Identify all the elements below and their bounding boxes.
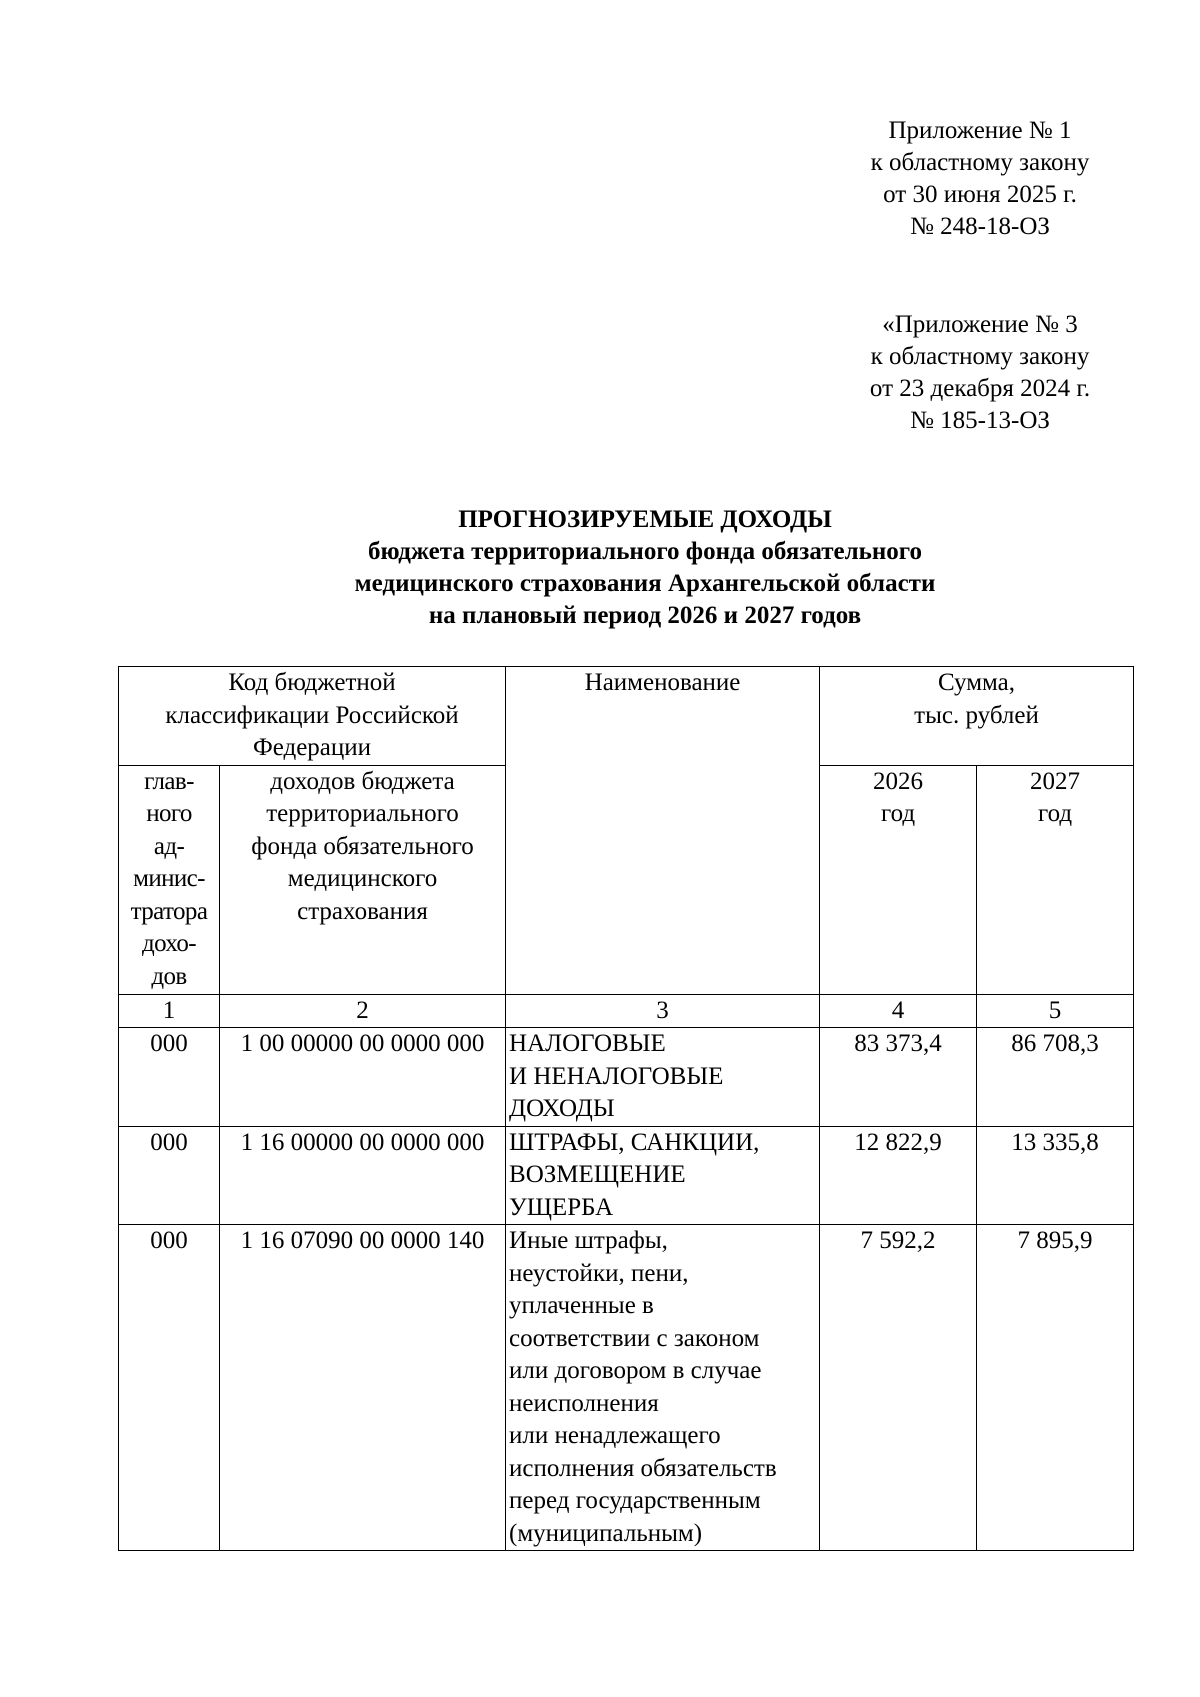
column-number: 3 <box>506 994 820 1028</box>
appendix-1-line: Приложение № 1 <box>888 117 1072 144</box>
row-sum-2026: 83 373,4 <box>820 1028 977 1127</box>
title-line-2: бюджета территориального фонда обязательного <box>368 538 922 565</box>
appendix-3-header <box>830 309 1130 437</box>
header-year-2026: 2026 год <box>820 765 977 994</box>
document-title <box>0 504 1200 632</box>
row-admin-code: 000 <box>119 1028 220 1127</box>
column-numbers-row <box>119 994 1134 1028</box>
header-year-2027: 2027 год <box>977 765 1134 994</box>
row-sum-2027: 13 335,8 <box>977 1126 1134 1225</box>
column-number: 5 <box>977 994 1134 1028</box>
header-name: Наименование <box>506 667 820 995</box>
row-sum-2026: 7 592,2 <box>820 1225 977 1551</box>
row-sum-2027: 7 895,9 <box>977 1225 1134 1551</box>
row-sum-2026: 12 822,9 <box>820 1126 977 1225</box>
appendix-1-line: к областному закону <box>870 149 1090 176</box>
table-row <box>119 1028 1134 1127</box>
header-income-code: доходов бюджета территориального фонда обязательного медицинского страхования <box>220 765 506 994</box>
appendix-3-line: от 23 декабря 2024 г. <box>869 375 1091 402</box>
row-name: ШТРАФЫ, САНКЦИИ, ВОЗМЕЩЕНИЕ УЩЕРБА <box>506 1126 820 1225</box>
title-line-4: на плановый период 2026 и 2027 годов <box>428 602 862 629</box>
row-sum-2027: 86 708,3 <box>977 1028 1134 1127</box>
appendix-3-line: № 185-13-ОЗ <box>910 407 1050 434</box>
title-line-3: медицинского страхования Архангельской области <box>354 570 936 597</box>
appendix-3-line: к областному закону <box>870 343 1090 370</box>
appendix-3-line: «Приложение № 3 <box>882 311 1078 338</box>
appendix-1-header <box>830 115 1130 243</box>
budget-income-table <box>118 666 1134 1551</box>
header-admin-code: глав- ного ад- минис- тратора дохо- дов <box>119 765 220 994</box>
header-sum-group: Сумма, тыс. рублей <box>820 667 1134 766</box>
column-number: 4 <box>820 994 977 1028</box>
row-admin-code: 000 <box>119 1126 220 1225</box>
column-number: 2 <box>220 994 506 1028</box>
row-income-code: 1 00 00000 00 0000 000 <box>220 1028 506 1127</box>
table-row <box>119 1225 1134 1551</box>
title-line-1: ПРОГНОЗИРУЕМЫЕ ДОХОДЫ <box>458 506 832 533</box>
row-income-code: 1 16 00000 00 0000 000 <box>220 1126 506 1225</box>
row-admin-code: 000 <box>119 1225 220 1551</box>
row-name: Иные штрафы, неустойки, пени, уплаченные в соответствии с законом или договором в случае неисполнения или ненадлежащего исполнения обязательств перед государственным (муниципальным) <box>506 1225 820 1551</box>
header-code-group: Код бюджетной классификации Российской Федерации <box>119 667 506 766</box>
row-name: НАЛОГОВЫЕ И НЕНАЛОГОВЫЕ ДОХОДЫ <box>506 1028 820 1127</box>
row-income-code: 1 16 07090 00 0000 140 <box>220 1225 506 1551</box>
table-header-row <box>119 667 1134 766</box>
column-number: 1 <box>119 994 220 1028</box>
appendix-1-line: № 248-18-ОЗ <box>910 213 1050 240</box>
appendix-1-line: от 30 июня 2025 г. <box>883 181 1077 208</box>
table-row <box>119 1126 1134 1225</box>
